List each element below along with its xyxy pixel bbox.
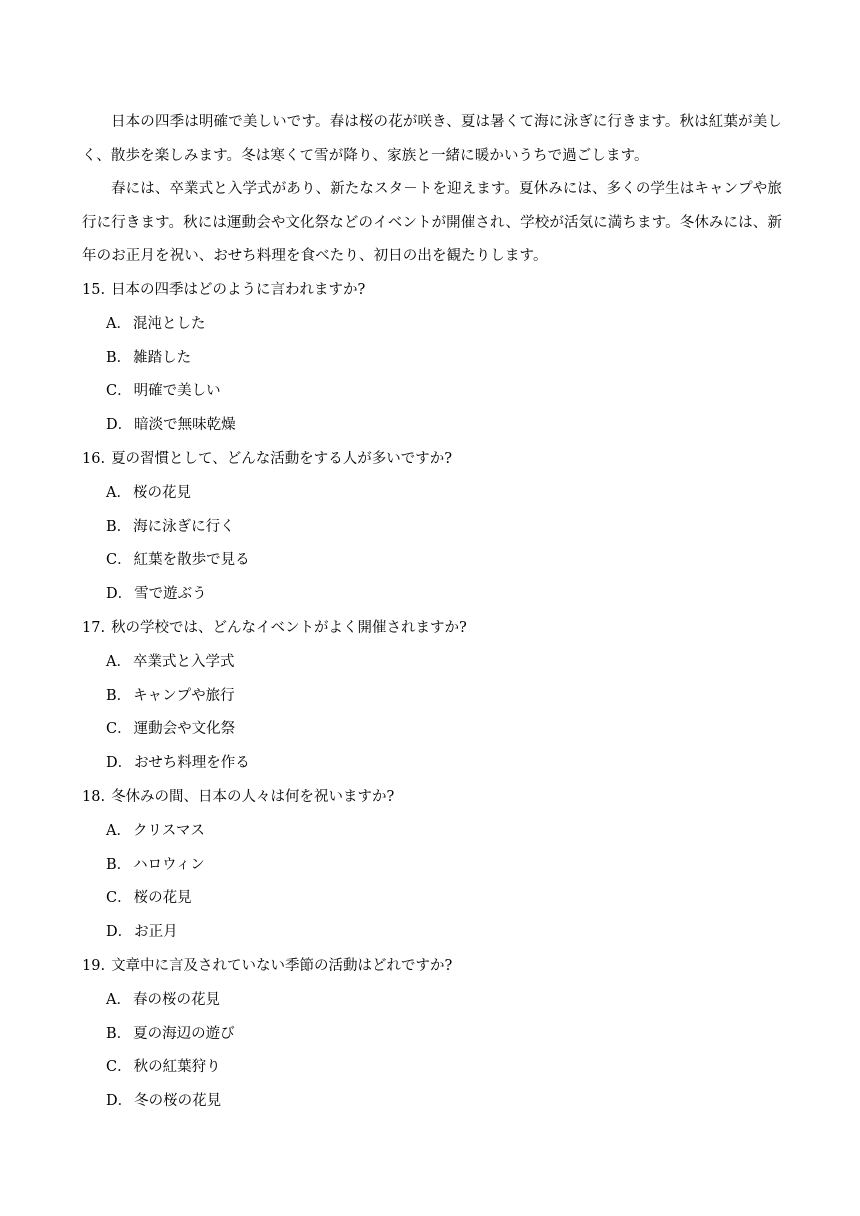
option-d[interactable] — [82, 409, 782, 443]
option-letter: D． — [106, 924, 133, 941]
option-d[interactable] — [82, 747, 782, 781]
option-letter: C． — [106, 721, 132, 738]
question-text: 日本の四季はどのように言われますか? — [111, 282, 366, 298]
option-text: キャンプや旅行 — [133, 687, 235, 704]
passage-paragraph-1: 日本の四季は明確で美しいです。春は桜の花が咲き、夏は暑くて海に泳ぎに行きます。秋は紅葉が美しく、散歩を楽しみます。冬は寒くて雪が降り、家族と一緒に暖かいうちで過ごします。 — [82, 114, 782, 164]
question-number: 17. — [82, 619, 106, 636]
option-text: 冬の桜の花見 — [134, 1093, 222, 1110]
question-16 — [82, 443, 782, 612]
option-c[interactable] — [82, 1051, 782, 1085]
option-d[interactable] — [82, 916, 782, 950]
question-list — [82, 274, 782, 1119]
question-stem — [82, 443, 782, 477]
option-a[interactable] — [82, 308, 782, 342]
option-text: 雪で遊ぶう — [134, 586, 207, 603]
question-number: 16. — [82, 450, 106, 467]
option-text: おせち料理を作る — [134, 755, 250, 772]
option-text: 暗淡で無味乾燥 — [134, 417, 236, 434]
option-b[interactable] — [82, 849, 782, 883]
option-a[interactable] — [82, 984, 782, 1018]
option-a[interactable] — [82, 646, 782, 680]
option-letter: C． — [106, 552, 132, 569]
option-c[interactable] — [82, 882, 782, 916]
question-text: 秋の学校では、どんなイベントがよく開催されますか? — [111, 619, 467, 636]
option-text: 桜の花見 — [133, 890, 192, 907]
option-text: クリスマス — [132, 822, 205, 839]
option-letter: A． — [106, 315, 131, 332]
option-letter: A． — [106, 991, 131, 1008]
option-letter: B． — [106, 349, 132, 366]
option-b[interactable] — [82, 511, 782, 545]
option-b[interactable] — [82, 1018, 782, 1052]
option-text: お正月 — [134, 924, 178, 941]
option-d[interactable] — [82, 1085, 782, 1119]
option-b[interactable] — [82, 680, 782, 714]
question-stem — [82, 781, 782, 815]
option-c[interactable] — [82, 544, 782, 578]
question-18 — [82, 781, 782, 950]
option-letter: D． — [106, 417, 133, 434]
option-b[interactable] — [82, 342, 782, 376]
question-text: 冬休みの間、日本の人々は何を祝いますか? — [111, 788, 395, 805]
option-letter: A． — [106, 484, 131, 501]
option-text: ハロウィン — [133, 856, 205, 873]
reading-passage — [82, 106, 782, 274]
question-stem — [82, 274, 782, 308]
question-number: 19. — [82, 957, 106, 974]
option-text: 混沌とした — [132, 315, 206, 332]
question-text: 夏の習慣として、どんな活動をする人が多いですか? — [111, 450, 453, 467]
option-d[interactable] — [82, 578, 782, 612]
option-letter: C． — [106, 383, 132, 400]
question-number: 15. — [82, 282, 106, 298]
question-17 — [82, 612, 782, 781]
option-letter: C． — [106, 890, 132, 907]
option-c[interactable] — [82, 713, 782, 747]
option-letter: B． — [106, 687, 132, 704]
option-letter: C． — [106, 1059, 132, 1076]
passage-paragraph-2: 春には、卒業式と入学式があり、新たなスタ－トを迎えます。夏休みには、多くの学生はキャンプや旅行に行きます。秋には運動会や文化祭などのイベントが開催され、学校が活気に満ちます。冬休みには、新年のお正月を祝い、おせち料理を食べたり、初日の出を観たりします。 — [82, 181, 782, 265]
question-text: 文章中に言及されていない季節の活動はどれですか? — [111, 957, 453, 974]
question-stem — [82, 612, 782, 646]
option-letter: A． — [106, 822, 131, 839]
question-15 — [82, 274, 782, 443]
option-text: 卒業式と入学式 — [132, 653, 235, 670]
option-text: 明確で美しい — [133, 383, 221, 400]
option-letter: D． — [106, 586, 133, 603]
option-letter: B． — [106, 518, 132, 535]
option-letter: A． — [106, 653, 131, 670]
option-text: 桜の花見 — [132, 484, 191, 501]
option-a[interactable] — [82, 815, 782, 849]
option-letter: B． — [106, 1025, 132, 1042]
option-c[interactable] — [82, 375, 782, 409]
question-number: 18. — [82, 788, 106, 805]
option-text: 秋の紅葉狩り — [133, 1059, 221, 1076]
option-letter: D． — [106, 1093, 133, 1110]
question-stem — [82, 950, 782, 984]
question-19 — [82, 950, 782, 1119]
option-text: 夏の海辺の遊び — [133, 1025, 235, 1042]
option-letter: D． — [106, 755, 133, 772]
option-text: 春の桜の花見 — [132, 991, 220, 1008]
option-a[interactable] — [82, 477, 782, 511]
option-text: 海に泳ぎに行く — [133, 518, 235, 535]
option-text: 紅葉を散歩で見る — [133, 552, 250, 569]
option-letter: B． — [106, 856, 132, 873]
option-text: 運動会や文化祭 — [133, 721, 236, 738]
option-text: 雑踏した — [133, 349, 192, 366]
